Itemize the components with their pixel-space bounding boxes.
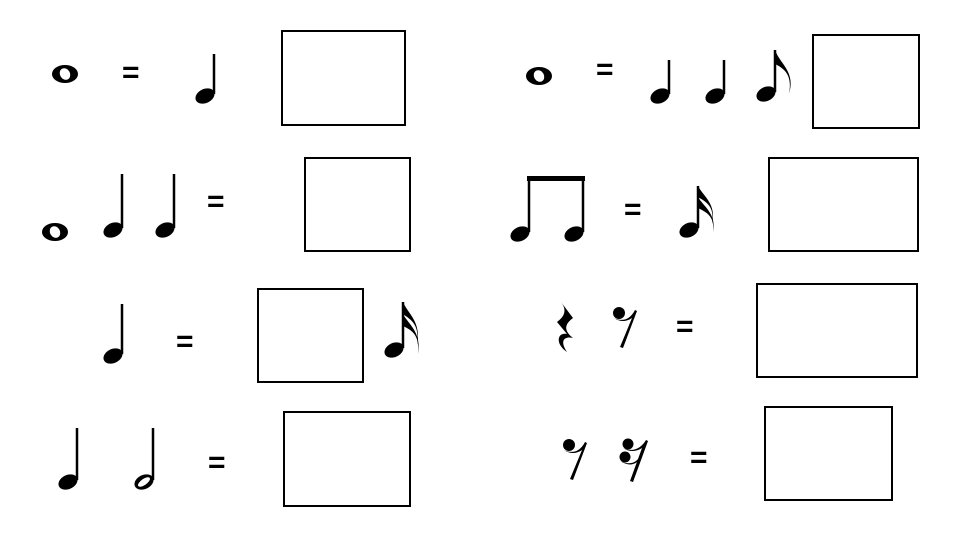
sixteenth-note-icon — [384, 300, 426, 362]
whole-note-icon — [50, 62, 80, 86]
equals-sign: = — [690, 441, 708, 474]
answer-box[interactable] — [812, 34, 920, 129]
eighth-note-icon — [756, 48, 796, 106]
sixteenth-note-icon — [679, 184, 721, 242]
quarter-note-icon — [650, 58, 680, 108]
answer-box[interactable] — [257, 288, 364, 383]
quarter-note-icon — [195, 52, 225, 108]
answer-box[interactable] — [764, 406, 893, 501]
equals-sign: = — [596, 53, 614, 86]
quarter-note-icon — [705, 58, 735, 108]
beamed-eighth-notes-icon — [508, 174, 588, 246]
answer-box[interactable] — [281, 30, 406, 126]
quarter-note-icon — [58, 426, 88, 494]
quarter-rest-icon — [553, 300, 579, 354]
sixteenth-rest-icon — [618, 436, 652, 484]
answer-box[interactable] — [768, 157, 919, 252]
answer-box[interactable] — [304, 157, 411, 252]
answer-box[interactable] — [756, 283, 918, 378]
equals-sign: = — [207, 185, 225, 218]
equals-sign: = — [624, 193, 642, 226]
whole-note-icon — [40, 220, 70, 244]
equals-sign: = — [122, 56, 140, 89]
answer-box[interactable] — [283, 411, 411, 507]
quarter-note-icon — [103, 172, 133, 242]
half-note-icon — [133, 426, 163, 494]
eighth-rest-icon — [610, 304, 640, 350]
equals-sign: = — [208, 446, 226, 479]
whole-note-icon — [524, 64, 554, 88]
equals-sign: = — [676, 310, 694, 343]
quarter-note-icon — [103, 302, 133, 368]
eighth-rest-icon — [560, 436, 590, 482]
quarter-note-icon — [155, 172, 185, 242]
equals-sign: = — [176, 325, 194, 358]
